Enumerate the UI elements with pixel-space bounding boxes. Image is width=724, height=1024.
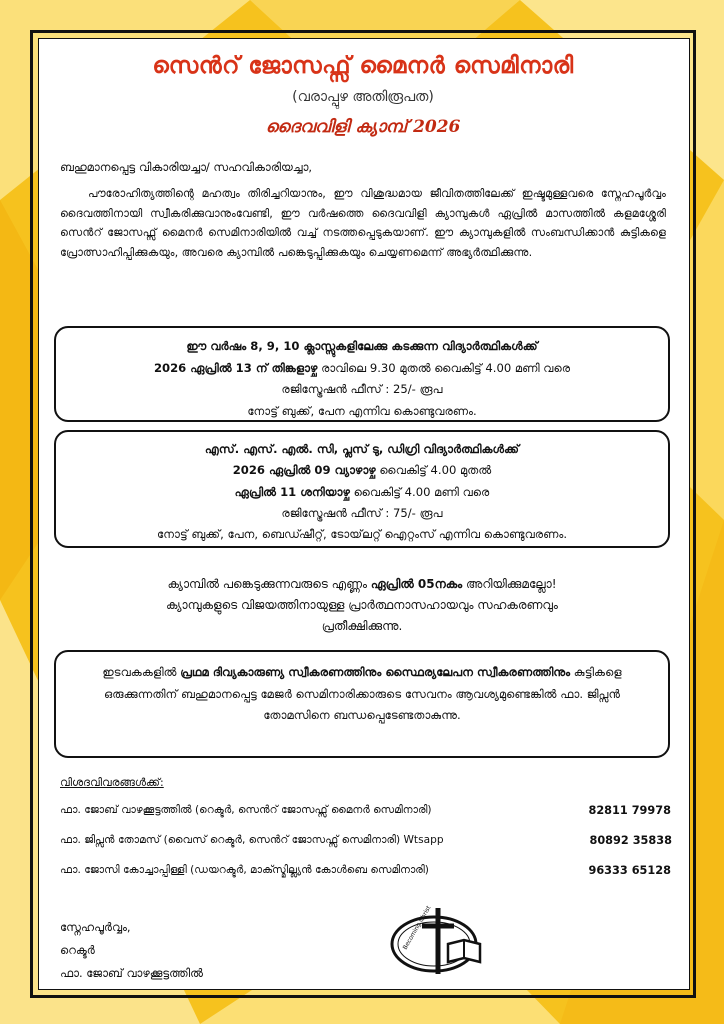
closing: സ്നേഹപൂർവ്വം, [60, 920, 131, 934]
camp2-box [54, 430, 670, 548]
greeting: ബഹുമാനപ്പെട്ട വികാരിയച്ചാ/ സഹവികാരിയച്ചാ, [60, 160, 313, 174]
contacts-heading: വിശദവിവരങ്ങൾക്ക്: [60, 776, 164, 789]
intro-paragraph: പൗരോഹിത്യത്തിന്റെ മഹത്വം തിരിച്ചറിയാനും, ഈ വിശുദ്ധമായ ജീവിതത്തിലേക്ക് ഇഷ്ടമുള്ളവരെ സ്നേഹപൂർവ്വം ദൈവത്തിനായി സ്വീകരിക്കുവാനുംവേണ്ടി, ഈ വർഷത്തെ ദൈവവിളി ക്യാമ്പുകൾ ഏപ്രിൽ മാസത്തിൽ കളമശ്ശേരി സെൻറ് ജോസഫ്സ് മൈനർ സെമിനാരിയിൽ വച്ച് നടത്തപ്പെടുകയാണ്. ഈ ക്യാമ്പുകളിൽ സംബന്ധിക്കാൻ കുട്ടികളെ പ്രോത്സാഹിപ്പിക്കുകയും, അവരെ ക്യാമ്പിൽ പങ്കെടുപ്പിക്കുകയും ചെയ്യണമെന്ന് അഭ്യർത്ഥിക്കുന്നു. [60, 187, 666, 259]
camp1-items: നോട്ട് ബുക്ക്, പേന എന്നിവ കൊണ്ടുവരണം. [247, 403, 477, 418]
camp2-end-date: ഏപ്രിൽ 11 ശനിയാഴ്ച [234, 484, 350, 499]
contact-name: ഫാ. ജോസി കോച്ചാപ്പിള്ളി (ഡയറക്ടർ, മാക്സ്മില്ല്യൻ കോൾബെ സെമിനാരി) [60, 864, 429, 876]
archdiocese-subtitle: (വരാപ്പുഴ അതിരൂപത) [292, 89, 434, 105]
note-pre: ക്യാമ്പിൽ പങ്കെടുക്കുന്നവരുടെ എണ്ണം [167, 577, 371, 591]
signer-name: ഫാ. ജോബ് വാഴക്കൂട്ടത്തിൽ [60, 966, 203, 980]
logo-text: Becoming Christ [401, 904, 433, 951]
note-deadline: ഏപ്രിൽ 05നകം [370, 577, 463, 591]
camp2-end [56, 482, 668, 503]
contact-name: ഫാ. ജോബ് വാഴക്കൂട്ടത്തിൽ (റെക്ടർ, സെൻറ് ജോസഫ്സ് മൈനർ സെമിനാരി) [60, 804, 432, 816]
camp1-box [54, 326, 670, 422]
camp1-time: രാവിലെ 9.30 മുതൽ വൈകിട്ട് 4.00 മണി വരെ [317, 360, 571, 375]
camp1-fee: രജിസ്ട്രേഷൻ ഫീസ് : 25/- രൂപ [281, 382, 443, 396]
note-line3: പ്രതീക്ഷിക്കുന്നു. [321, 619, 403, 633]
contact-phone[interactable]: 96333 65128 [588, 864, 671, 877]
contact-phone[interactable]: 82811 79978 [588, 804, 671, 817]
service-box [54, 650, 670, 758]
camp2-fee: രജിസ്ട്രേഷൻ ഫീസ് : 75/- രൂപ [281, 505, 443, 520]
note-line1 [54, 574, 670, 595]
signer-role: റെക്ടർ [60, 943, 95, 957]
camp1-schedule [56, 358, 668, 380]
contact-phone[interactable]: 80892 35838 [589, 834, 672, 847]
camp2-start-date: 2026 ഏപ്രിൽ 09 വ്യാഴാഴ്ച [232, 463, 376, 478]
service-rest: കുട്ടികളെ ഒരുക്കുന്നതിന് ബഹുമാനപ്പെട്ട മേജർ സെമിനാരിക്കാരുടെ സേവനം ആവശ്യമുണ്ടെങ്കിൽ ഫാ. ജിപ്സൻ തോമസിനെ ബന്ധപ്പെടേണ്ടതാകുന്നു. [103, 665, 622, 722]
contact-row [60, 804, 672, 817]
contact-name: ഫാ. ജിപ്സൻ തോമസ് (വൈസ് റെക്ടർ, സെൻറ് ജോസഫ്സ് സെമിനാരി) Wtsapp [60, 834, 444, 846]
camp-title: ദൈവവിളി ക്യാമ്പ് 2026 [265, 117, 461, 137]
camp2-start [56, 460, 668, 481]
camp2-end-time: വൈകിട്ട് 4.00 മണി വരെ [349, 484, 490, 499]
camp2-items: നോട്ട് ബുക്ക്, പേന, ബെഡ്ഷീറ്റ്, ടോയ്‌ലറ്റ് ഐറ്റംസ് എന്നിവ കൊണ്ടുവരണം. [157, 527, 567, 542]
service-pre: ഇടവകകളിൽ [102, 665, 181, 679]
note-post: അറിയിക്കുമല്ലോ! [462, 577, 557, 591]
camp2-start-time: വൈകിട്ട് 4.00 മുതൽ [375, 463, 492, 478]
registration-note [54, 574, 670, 637]
note-line2: ക്യാമ്പുകളുടെ വിജയത്തിനായുള്ള പ്രാർത്ഥനാസഹായവും സഹകരണവും [166, 598, 558, 612]
seminary-logo [386, 904, 496, 980]
contact-row [60, 864, 672, 877]
camp2-audience: എസ്. എസ്. എൽ. സി, പ്ലസ് ടു, ഡിഗ്രി വിദ്യാർത്ഥികൾക്ക് [204, 442, 520, 456]
service-sacraments: പ്രഥമ ദിവ്യകാരുണ്യ സ്വീകരണത്തിനും സ്ഥൈര്യലേപന സ്വീകരണത്തിനും [180, 665, 571, 679]
camp1-audience: ഈ വർഷം 8, 9, 10 ക്ലാസ്സുകളിലേക്കു കടക്കുന്ന വിദ്യാർത്ഥികൾക്ക് [186, 339, 538, 353]
seminary-title: സെൻറ് ജോസഫ്സ് മൈനർ സെമിനാരി [152, 52, 574, 79]
signature-block [60, 916, 203, 985]
contact-row [60, 834, 672, 847]
camp1-date: 2026 ഏപ്രിൽ 13 ന് തിങ്കളാഴ്ച [153, 360, 318, 375]
